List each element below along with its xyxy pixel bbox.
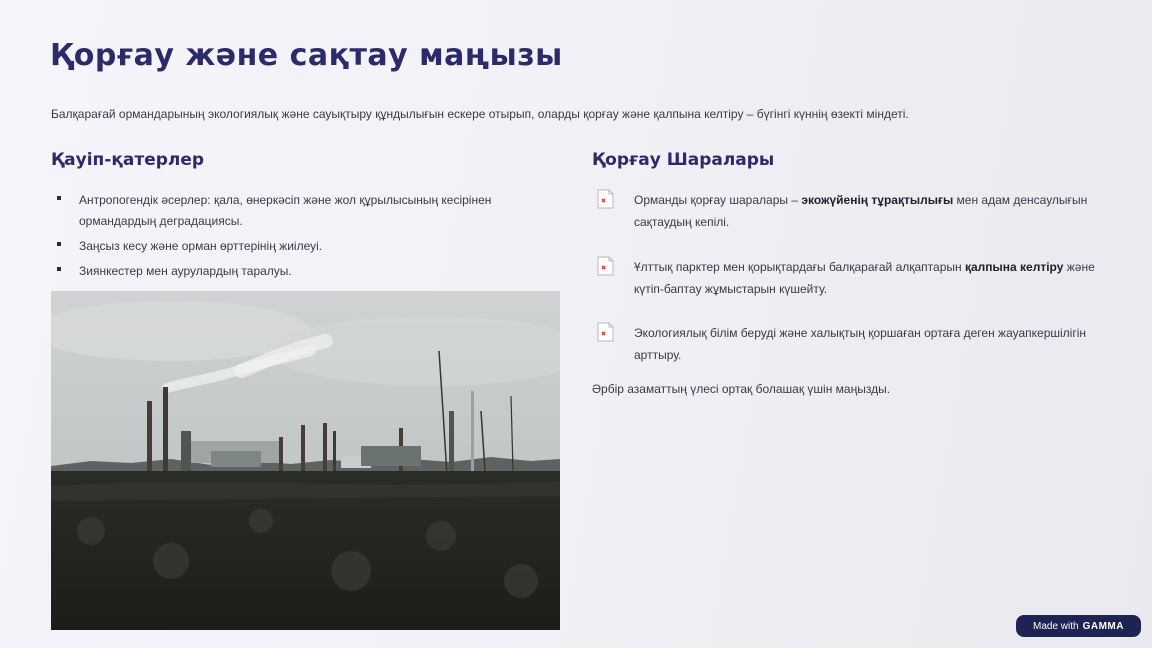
badge-brand: GAMMA: [1082, 620, 1124, 632]
measure-item: [596, 189, 1096, 233]
made-with-gamma-badge[interactable]: [1016, 615, 1141, 637]
threats-list: [51, 190, 551, 286]
industrial-landscape-photo: [51, 291, 560, 630]
broken-image-icon: [596, 189, 616, 209]
page-title: Қорғау және сақтау маңызы: [50, 38, 563, 73]
measure-item: [596, 256, 1096, 300]
threats-heading: Қауіп-қатерлер: [51, 150, 205, 170]
list-item: [51, 261, 551, 282]
page-subtitle: Балқарағай ормандарының экологиялық және сауықтыру құндылығын ескере отырып, оларды қорғау және қалпына келтіру – бүгінгі күннің өзекті міндеті.: [51, 107, 909, 121]
badge-prefix: Made with: [1033, 620, 1079, 632]
bullet-icon: [57, 242, 61, 246]
bullet-icon: [57, 196, 61, 200]
measure-item: [596, 322, 1096, 366]
list-item: [51, 190, 551, 232]
broken-image-icon: [596, 256, 616, 276]
list-item: [51, 236, 551, 257]
bullet-icon: [57, 267, 61, 271]
measures-note: Әрбір азаматтың үлесі ортақ болашақ үшін маңызды.: [592, 382, 891, 396]
measure-text: Орманды қорғау шаралары – экожүйенің тұрақтылығы мен адам денсаулығын сақтаудың кепілі.: [634, 193, 1088, 229]
threat-text: Антропогендік әсерлер: қала, өнеркәсіп және жол құрылысының кесірінен ормандардың деградациясы.: [79, 193, 492, 228]
measures-heading: Қорғау Шаралары: [592, 150, 775, 170]
measure-text: Ұлттық парктер мен қорықтардағы балқарағай алқаптарын қалпына келтіру және күтіп-баптау жұмыстарын күшейту.: [634, 260, 1095, 296]
threat-text: Заңсыз кесу және орман өрттерінің жиілеуі.: [79, 239, 323, 253]
broken-image-icon: [596, 322, 616, 342]
measure-text: Экологиялық білім беруді және халықтың қоршаған ортаға деген жауапкершілігін арттыру.: [634, 326, 1087, 362]
threat-text: Зиянкестер мен аурулардың таралуы.: [79, 264, 292, 278]
